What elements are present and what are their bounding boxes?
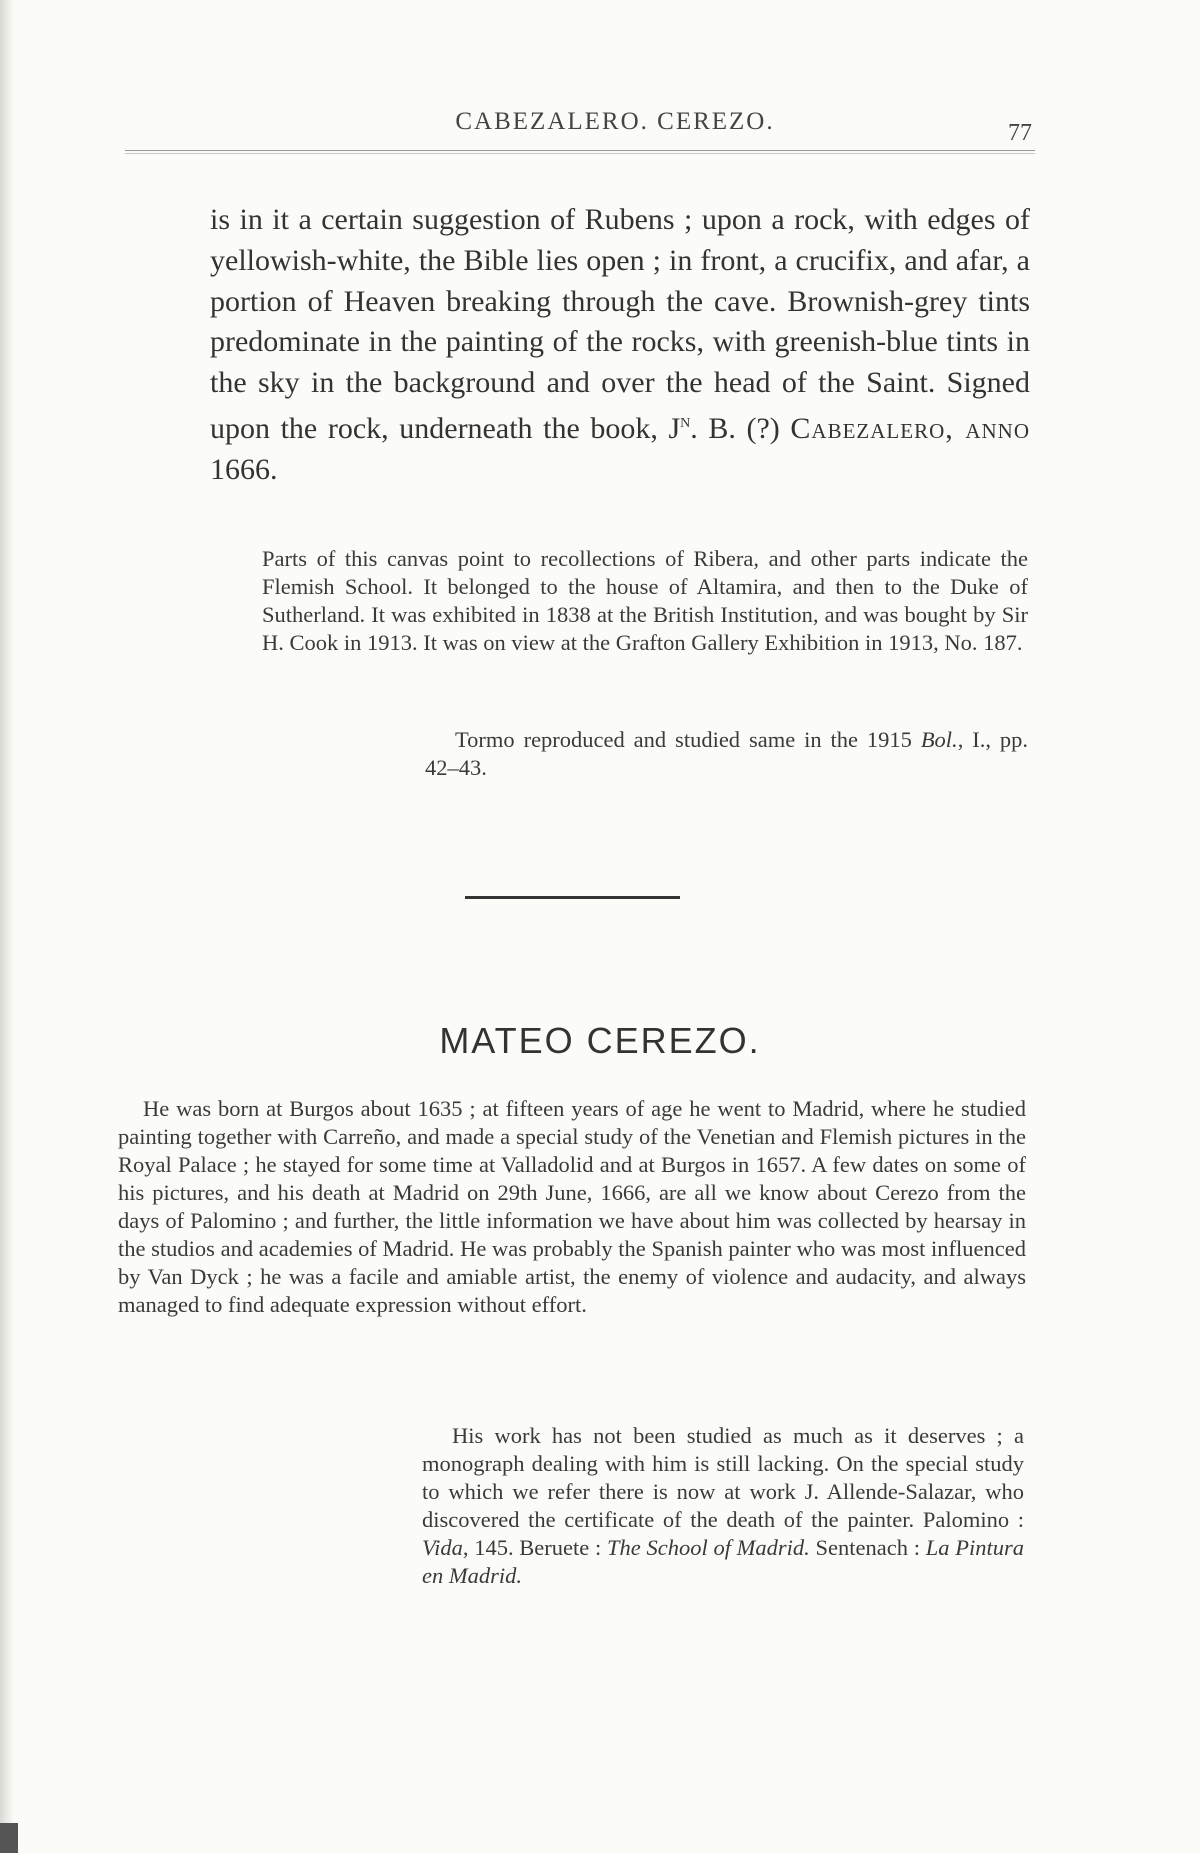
ref-sentenach: Sentenach : [809,1535,926,1560]
ref-school-of-madrid: The School of Madrid. [606,1535,810,1560]
page-gutter-shadow [0,0,14,1853]
provenance-text: Parts of this canvas point to recollections of Ribera, and other parts indicate the Flemish School. It belonged to the house of Altamira, and then to the Duke of Sutherland. It was exhibited in 1838 at the British Institution, and was bought by Sir H. Cook in 1913. It was on view at the Grafton Gallery Exhibition in 1913, No. 187. [262,546,1028,655]
biography-text: He was born at Burgos about 1635 ; at fifteen years of age he went to Madrid, where he studied painting together with Carreño, and made a special study of the Venetian and Flemish pictures in the Royal Palace ; he stayed for some time at Valladolid and at Burgos in 1657. A few dates on some of his pictures, and his death at Madrid on 29th June, 1666, are all we know about Cerezo from the days of Palomino ; and further, the little information we have about him was collected by hearsay in the studios and academies of Madrid. He was probably the Spanish painter who was most influenced by Van Dyck ; he was a facile and amiable artist, the enemy of violence and audacity, and always managed to find adequate expression without effort. [118,1096,1026,1317]
references-note [422,1422,1024,1590]
painting-description [210,200,1030,491]
signature-name: Cabezalero, anno [790,411,1030,445]
page-header [120,108,1040,144]
ref-vida-page: , 145. Beruete : [462,1535,607,1560]
reproduction-text-a: Tormo reproduced and studied same in the 1915 [455,727,921,752]
header-rule [125,150,1035,154]
provenance-note [262,545,1028,657]
signature-mid: . B. (?) [690,411,791,445]
signature-year: 1666. [210,452,278,486]
running-head: CABEZALERO. CEREZO. [455,108,775,135]
signature-initial: J [668,411,681,445]
section-title: MATEO CEREZO. [439,1020,761,1061]
ref-vida: Vida [422,1535,463,1560]
page-number: 77 [1008,120,1032,146]
painting-description-text: is in it a certain suggestion of Rubens ; upon a rock, with edges of yellowish-white, the Bible lies open ; in front, a crucifix, and afar, a portion of Heaven breaking through the cave. Brownish-grey tints predominate in the painting of the rocks, with greenish-blue tints in the sky in the background and over the head of the Saint. Signed upon the rock, underneath the book, [210,203,1030,445]
reproduction-note [425,726,1028,782]
section-divider [465,896,680,899]
scan-corner-mark [0,1823,18,1853]
reproduction-text-b: , I., pp. 42–43. [425,727,1028,780]
signature-superscript: N [680,415,691,431]
references-intro: His work has not been studied as much as it deserves ; a monograph dealing with him is still lacking. On the special study to which we refer there is now at work J. Allende-Salazar, who discovered the certificate of the death of the painter. Palomino : [422,1423,1024,1532]
reproduction-italic: Bol. [920,727,958,752]
ref-la-pintura: La Pintura en Madrid. [422,1535,1024,1588]
biography-paragraph [118,1095,1026,1319]
